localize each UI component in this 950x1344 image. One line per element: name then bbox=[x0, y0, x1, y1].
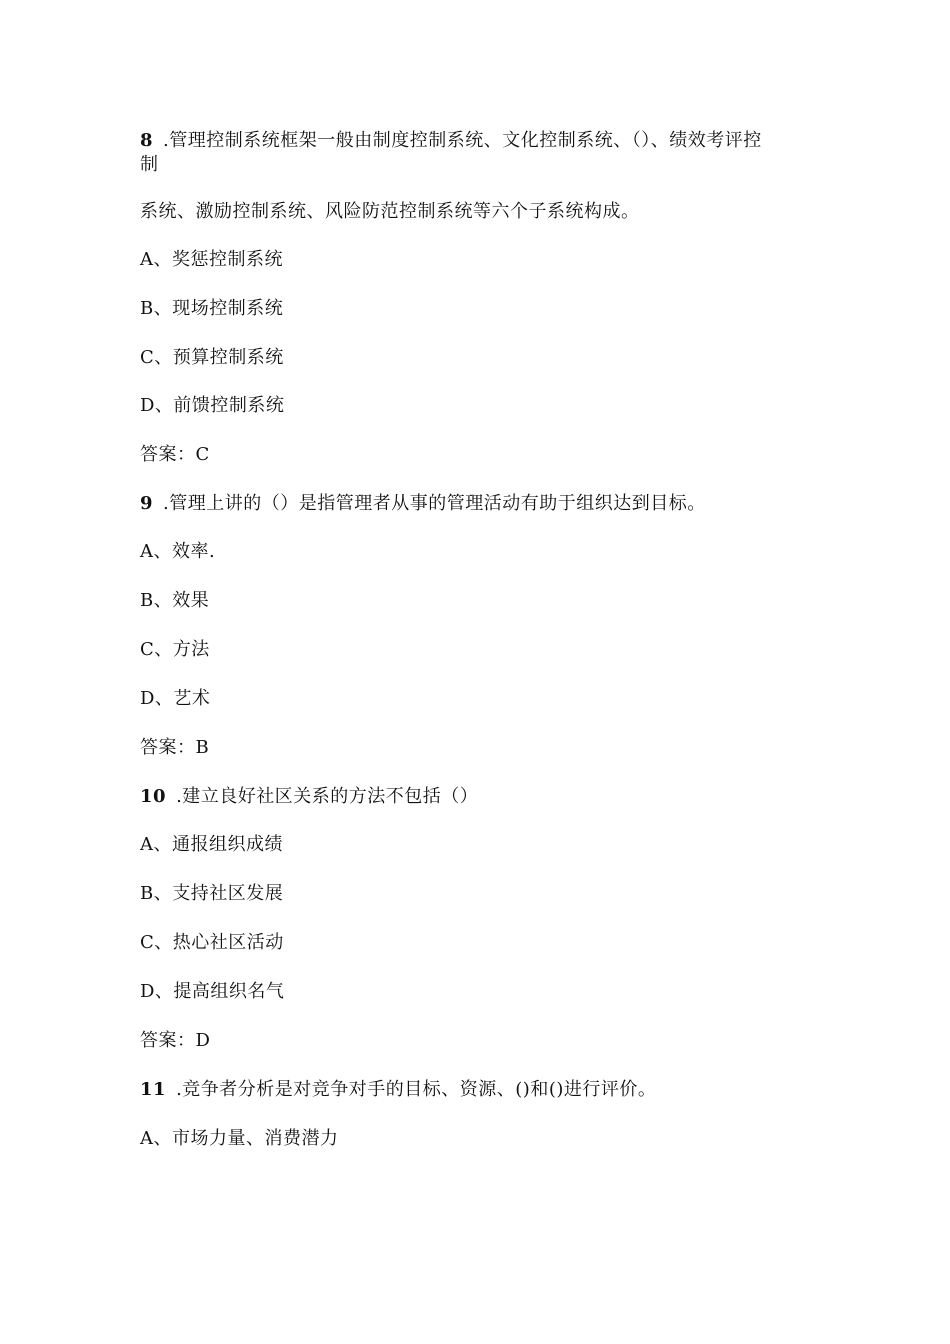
option-b: B、现场控制系统 bbox=[140, 298, 284, 319]
answer: 答案：B bbox=[140, 737, 210, 758]
question-8-line-3: 系统、激励控制系统、风险防范控制系统等六个子系统构成。 bbox=[140, 201, 640, 222]
question-8-line-2: 制 bbox=[140, 154, 159, 175]
question-number: 9 bbox=[140, 493, 154, 514]
question-number: 8 bbox=[140, 130, 154, 151]
option-c: C、预算控制系统 bbox=[140, 347, 284, 368]
option-a: A、奖惩控制系统 bbox=[140, 249, 283, 270]
answer: 答案：C bbox=[140, 444, 210, 465]
option-d: D、艺术 bbox=[140, 688, 211, 709]
question-9-line-1 bbox=[140, 492, 706, 516]
question-text: .竞争者分析是对竞争对手的目标、资源、()和()进行评价。 bbox=[176, 1079, 657, 1100]
question-text: .管理控制系统框架一般由制度控制系统、文化控制系统、（）、绩效考评控 bbox=[163, 130, 762, 151]
question-11-line-1 bbox=[140, 1078, 656, 1102]
question-number: 11 bbox=[140, 1079, 167, 1100]
question-10-line-1 bbox=[140, 785, 478, 809]
option-a: A、市场力量、消费潜力 bbox=[140, 1128, 339, 1149]
option-d: D、提高组织名气 bbox=[140, 981, 285, 1002]
question-8-line-1 bbox=[140, 129, 762, 153]
option-c: C、方法 bbox=[140, 639, 210, 660]
option-c: C、热心社区活动 bbox=[140, 932, 284, 953]
answer: 答案：D bbox=[140, 1030, 211, 1051]
option-b: B、效果 bbox=[140, 590, 210, 611]
option-a: A、通报组织成绩 bbox=[140, 834, 283, 855]
option-a: A、效率. bbox=[140, 541, 216, 562]
question-text: .管理上讲的（）是指管理者从事的管理活动有助于组织达到目标。 bbox=[163, 493, 706, 514]
question-number: 10 bbox=[140, 786, 167, 807]
option-b: B、支持社区发展 bbox=[140, 883, 284, 904]
question-text: .建立良好社区关系的方法不包括（） bbox=[176, 786, 479, 807]
option-d: D、前馈控制系统 bbox=[140, 395, 285, 416]
